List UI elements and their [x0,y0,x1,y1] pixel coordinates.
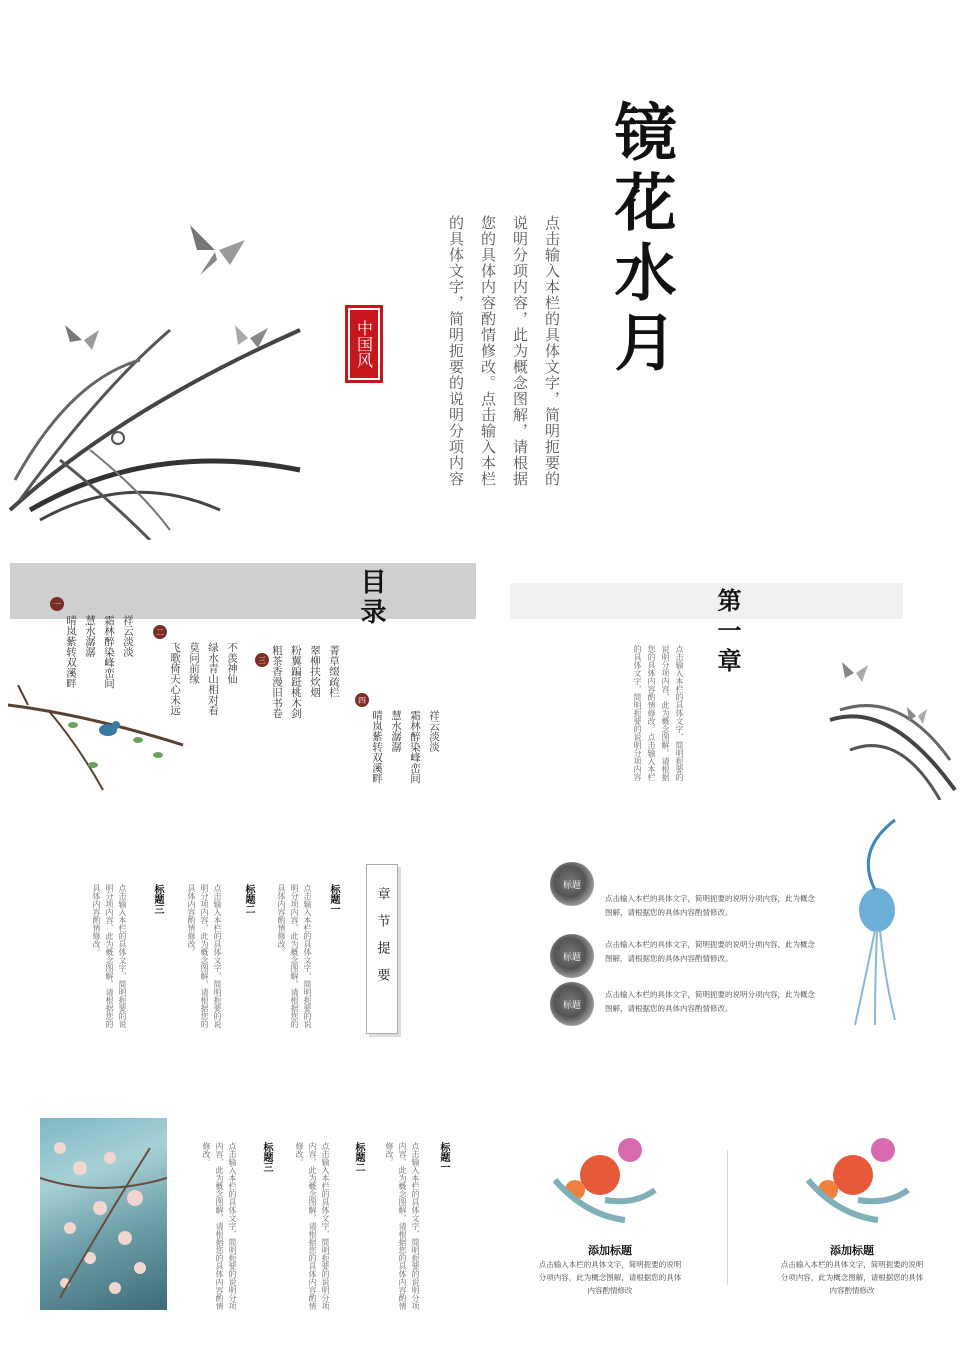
toc-title: 目录 [356,568,386,628]
ink-circle-label: 标题 [562,952,581,963]
toc-line: 祥云淡淡 [122,615,134,657]
ink-circle-badge [550,862,594,906]
toc-badge-2: 二 [153,625,167,639]
cover-paragraph: 点击输入本栏的具体文字，简明扼要的说明分项内容，此为概念图解，请根据您的具体内容酌情修改。点击输入本栏的具体文字，简明扼要的说明分项内容 [447,215,561,487]
toc-line: 粗茶香漫旧书卷 [271,645,283,719]
toc-line: 晴岚紫转双溪畔 [371,710,383,784]
flower-card-line: 点击输入本栏的具体文字，简明扼要的说明 [538,1260,682,1269]
toc-line: 翠柳扶炊烟 [309,645,321,698]
flower-cards-divider [727,1150,728,1285]
toc-line: 飞歌倚天心未远 [169,642,181,716]
peacock-illustration [835,810,935,1030]
chapter-title: 第一章 [713,588,742,678]
flower-card-line: 分项内容，此为概念图解，请根据您的具体 [538,1273,682,1282]
flower-illustration [798,1120,918,1225]
ink-circle-label: 标题 [562,1000,581,1011]
photo-item-text: 点击输入本栏的具体文字，简明扼要的说明分项内容，此为概念图解，请根据您的具体内容酌情修改。 [385,1142,420,1310]
chapter-band [510,583,903,619]
flower-card-line: 内容酌情修改 [829,1286,875,1295]
toc-line: 霜林醉染峰峦间 [103,615,115,689]
toc-line: 霜林醉染峰峦间 [409,710,421,784]
summary-item-text: 点击输入本栏的具体文字，简明扼要的说明分项内容，此为概念图解，请根据您的具体内容酌情修改。 [187,884,222,1028]
butterfly-icon [185,220,250,280]
butterfly-icon [905,705,929,727]
flower-card-line: 分项内容，此为概念图解，请根据您的具体 [780,1273,924,1282]
summary-slide [0,840,480,1060]
photo-item-title: 标题二 [353,1142,364,1172]
summary-item-title: 标题三 [152,884,163,914]
ink-circle-label: 标题 [562,880,581,891]
seal-text: 中国风 [354,320,374,368]
photo-item-title: 标题一 [438,1142,449,1172]
ink-circle-badge [550,982,594,1026]
summary-item-title: 标题一 [328,884,339,914]
summary-item-title: 标题二 [243,884,254,914]
ink-item-line: 图解，请根据您的具体内容酌情修改。 [605,908,733,917]
toc-line: 祥云淡淡 [428,710,440,752]
summary-item-text: 点击输入本栏的具体文字，简明扼要的说明分项内容，此为概念图解，请根据您的具体内容酌情修改。 [92,884,127,1028]
toc-line: 粉翼蹁跹桃木剑 [290,645,302,719]
flower-card-line: 内容酌情修改 [587,1286,633,1295]
plum-blossom-photo [40,1118,167,1310]
flower-illustration [545,1120,665,1225]
ink-circle-badge [550,934,594,978]
ink-item-line: 点击输入本栏的具体文字，简明扼要的说明分项内容，此为概念 [605,940,815,949]
ink-item-line: 图解，请根据您的具体内容酌情修改。 [605,954,733,963]
toc-badge-3: 三 [255,653,269,667]
orchid-illustration [0,210,310,540]
photo-slide [0,1100,480,1330]
flower-cards-slide [480,1100,960,1330]
ink-item-line: 点击输入本栏的具体文字，简明扼要的说明分项内容，此为概念 [605,990,815,999]
chapter-slide [480,560,960,805]
chapter-paragraph: 点击输入本栏的具体文字，简明扼要的说明分项内容，此为概念图解，请根据您的具体内容酌情修改。点击输入本栏的具体文字，简明扼要的说明分项内容 [633,645,684,781]
toc-band [10,563,476,619]
toc-badge-1: 一 [50,597,64,611]
branch-bird-illustration [8,685,188,800]
toc-line: 慧水潺潺 [84,615,96,657]
toc-line: 慧水潺潺 [390,710,402,752]
photo-item-text: 点击输入本栏的具体文字，简明扼要的说明分项内容，此为概念图解，请根据您的具体内容酌情修改。 [295,1142,330,1310]
toc-badge-4: 四 [355,693,369,707]
blossom-icon [40,1118,167,1310]
toc-line: 菁草缀疏栏 [328,645,340,698]
flower-card-line: 点击输入本栏的具体文字，简明扼要的说明 [780,1260,924,1269]
flower-card-title: 添加标题 [588,1244,632,1257]
toc-slide [0,560,480,805]
ink-item-line: 图解，请根据您的具体内容酌情修改。 [605,1004,733,1013]
toc-line: 莫问前缘 [188,642,200,684]
toc-line: 绿水青山相对看 [207,642,219,716]
photo-item-text: 点击输入本栏的具体文字，简明扼要的说明分项内容，此为概念图解，请根据您的具体内容酌情修改。 [202,1142,237,1310]
toc-line: 不羡神仙 [226,642,238,684]
seal-stamp [345,305,383,383]
summary-item-text: 点击输入本栏的具体文字，简明扼要的说明分项内容，此为概念图解，请根据您的具体内容酌情修改。 [277,884,312,1028]
butterfly-icon [62,320,102,360]
cover-slide [0,0,960,545]
photo-item-title: 标题三 [261,1142,272,1172]
butterfly-icon [230,320,270,355]
ink-list-slide [480,840,960,1060]
toc-line: 晴岚紫转双溪畔 [65,615,77,689]
butterfly-icon [840,660,870,686]
summary-box [366,864,398,1034]
cover-title: 镜花水月 [604,100,677,380]
summary-box-label: 章节提要 [374,887,390,995]
ink-item-line: 点击输入本栏的具体文字，简明扼要的说明分项内容，此为概念 [605,894,815,903]
flower-card-title: 添加标题 [830,1244,874,1257]
